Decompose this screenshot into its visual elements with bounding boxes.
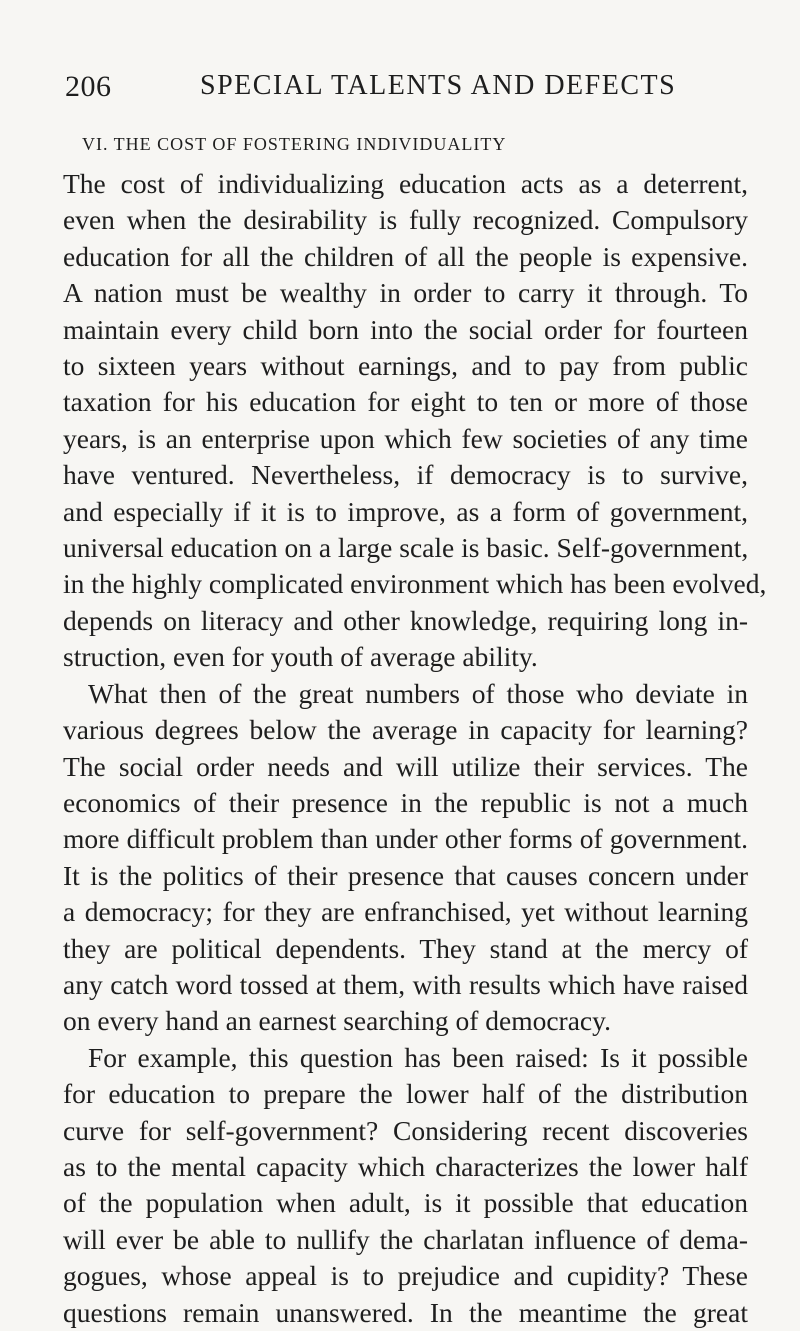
text-line: will ever be able to nullify the charlatan influence of dema- [63, 1223, 748, 1255]
text-line: depends on literacy and other knowledge, requiring long in- [63, 604, 748, 636]
text-line: in the highly complicated environment which has been evolved, [63, 568, 767, 600]
text-line: as to the mental capacity which characterizes the lower half [63, 1150, 748, 1182]
text-line: The cost of individualizing education acts as a deterrent, [63, 168, 748, 199]
text-line: even when the desirability is fully recognized. Compulsory [63, 204, 748, 236]
text-line: various degrees below the average in capacity for learning? [63, 714, 748, 746]
text-line: and especially if it is to improve, as a form of government, [63, 495, 748, 527]
text-line: they are political dependents. They stand at the mercy of [63, 932, 748, 964]
text-line: universal education on a large scale is basic. Self-government, [63, 532, 749, 564]
text-line: For example, this question has been raised: Is it possible [88, 1041, 748, 1073]
text-line: of the population when adult, is it possible that education [63, 1187, 748, 1219]
text-line: curve for self-government? Considering recent discoveries [63, 1114, 748, 1146]
text-line: struction, even for youth of average ability. [63, 641, 538, 673]
text-line: have ventured. Nevertheless, if democracy is to survive, [63, 459, 748, 491]
text-line: education for all the children of all the people is expensive. [63, 240, 748, 272]
text-line: a democracy; for they are enfranchised, yet without learning [63, 896, 748, 928]
text-line: maintain every child born into the social order for fourteen [63, 313, 748, 345]
text-line: economics of their presence in the republic is not a much [63, 786, 748, 818]
text-line: any catch word tossed at them, with results which have raised [63, 968, 748, 1000]
text-line: It is the politics of their presence that causes concern under [63, 859, 748, 891]
text-line: questions remain unanswered. In the meantime the great [63, 1296, 748, 1328]
text-line: years, is an enterprise upon which few societies of any time [63, 422, 748, 454]
text-line: more difficult problem than under other forms of government. [63, 823, 748, 855]
text-line: for education to prepare the lower half of the distribution [63, 1078, 748, 1110]
text-line: A nation must be wealthy in order to carry it through. To [63, 277, 748, 309]
body-text [63, 166, 767, 1331]
page-number: 206 [65, 70, 112, 103]
text-line: gogues, whose appeal is to prejudice and cupidity? These [63, 1260, 748, 1292]
text-line: to sixteen years without earnings, and to pay from public [63, 350, 748, 382]
text-line: taxation for his education for eight to ten or more of those [63, 386, 748, 418]
text-line: on every hand an earnest searching of democracy. [63, 1005, 611, 1037]
section-heading: VI. THE COST OF FOSTERING INDIVIDUALITY [82, 134, 507, 154]
running-title: SPECIAL TALENTS AND DEFECTS [200, 70, 677, 101]
text-line: What then of the great numbers of those who deviate in [88, 677, 748, 709]
text-line: The social order needs and will utilize their services. The [63, 750, 748, 782]
